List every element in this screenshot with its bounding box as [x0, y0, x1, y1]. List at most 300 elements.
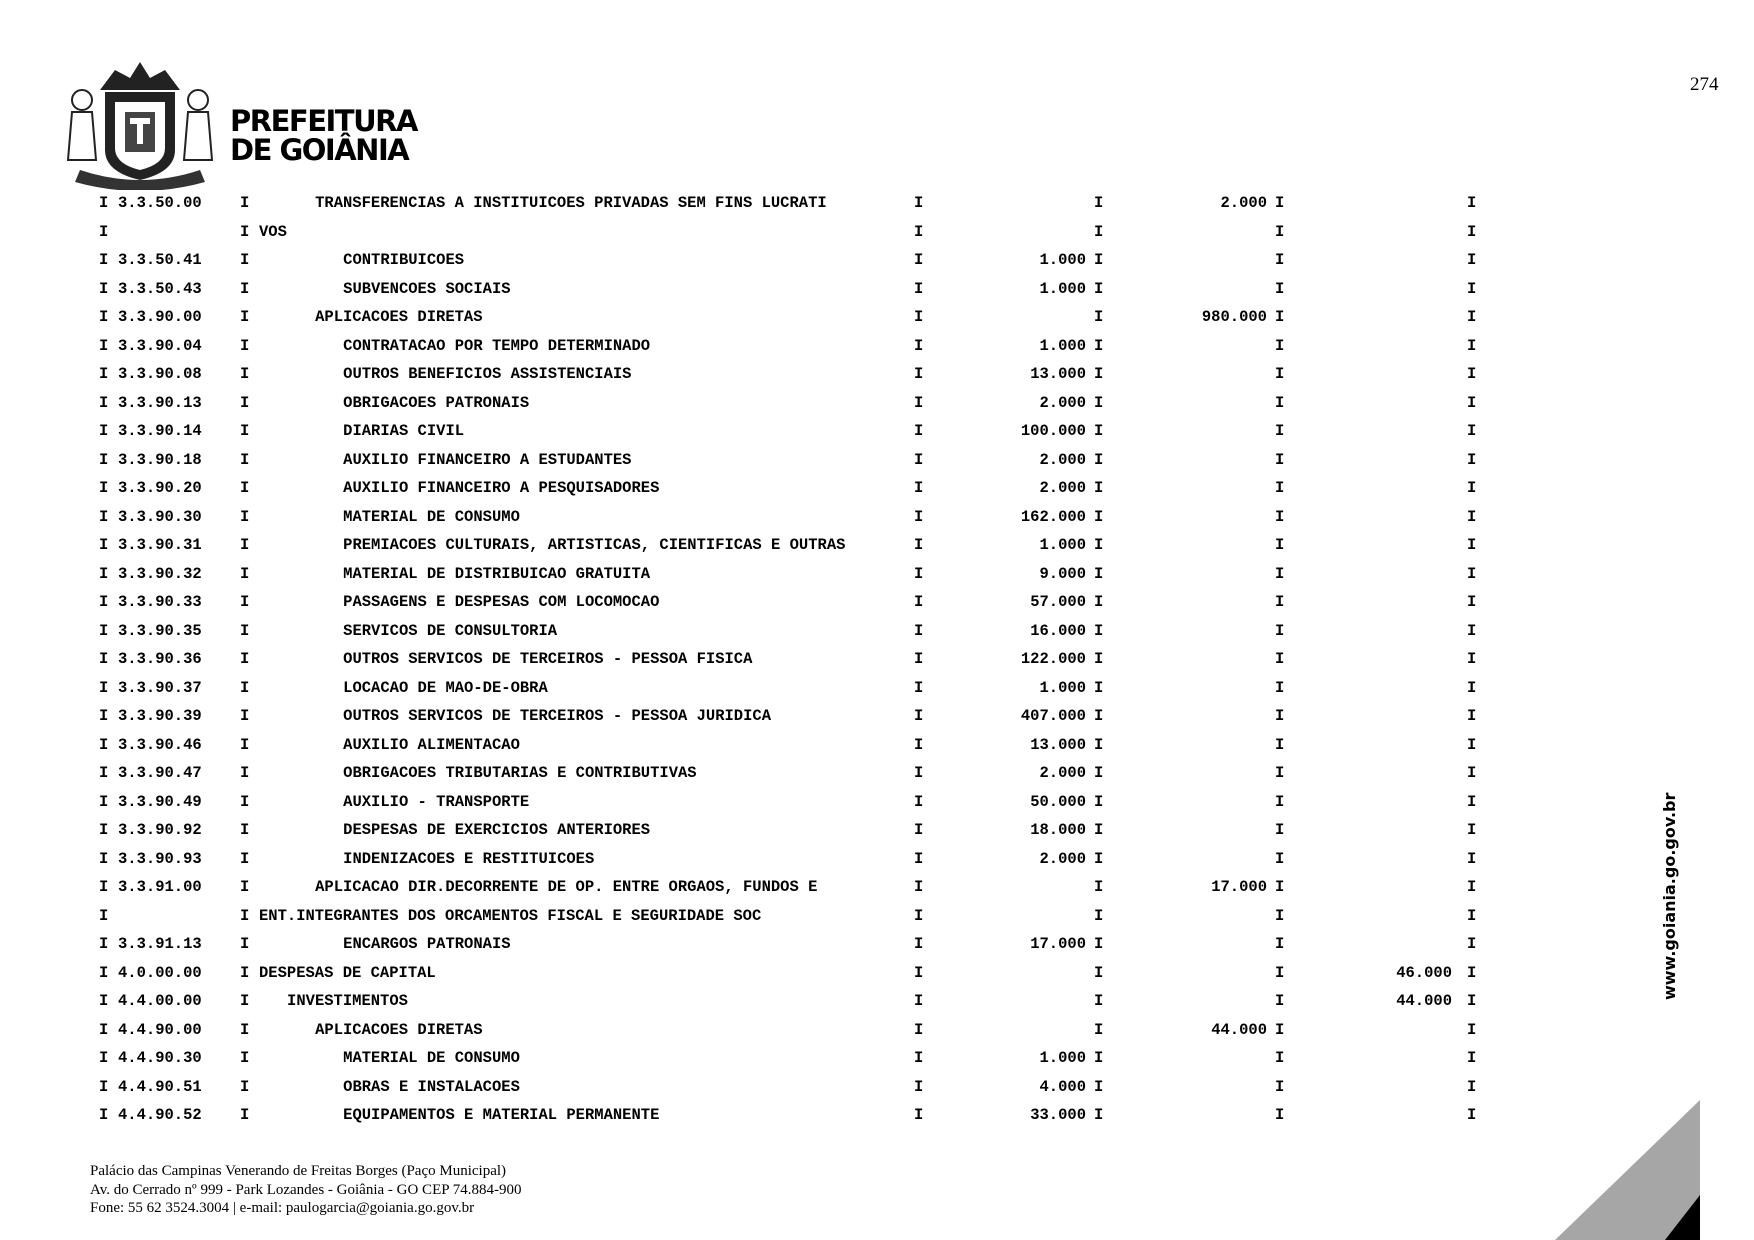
column-separator: I [914, 1049, 924, 1067]
column-separator: I [1094, 621, 1104, 640]
column-separator: I [1275, 1049, 1285, 1067]
account-code: 4.0.00.00 [118, 963, 202, 982]
column-separator: I [99, 878, 109, 896]
column-separator: I [1275, 764, 1285, 782]
column-separator: I [1094, 792, 1104, 811]
column-separator: I [1275, 650, 1285, 668]
column-separator: I [1275, 308, 1285, 326]
column-separator: I [1467, 593, 1477, 611]
column-separator: I [1467, 1106, 1477, 1124]
column-separator: I [1467, 849, 1477, 868]
column-separator: I [914, 251, 924, 269]
column-separator: I [1467, 792, 1477, 811]
account-description: APLICACOES DIRETAS [315, 1020, 483, 1039]
column-separator: I [1467, 764, 1477, 782]
value-element: 2.000 [1039, 764, 1086, 782]
value-group: 2.000 [1220, 194, 1267, 212]
column-separator: I [1467, 365, 1477, 383]
table-row [0, 247, 1754, 276]
column-separator: I [1094, 1049, 1104, 1067]
column-separator: I [1275, 194, 1285, 212]
column-separator: I [99, 564, 109, 583]
column-separator: I [1094, 707, 1104, 725]
table-row [0, 532, 1754, 561]
account-code: 3.3.90.00 [118, 308, 202, 326]
column-separator: I [240, 536, 250, 554]
column-separator: I [1094, 507, 1104, 526]
website-url: www.goiania.go.gov.br [1660, 792, 1679, 1000]
column-separator: I [914, 365, 924, 383]
column-separator: I [1275, 365, 1285, 383]
column-separator: I [99, 279, 109, 298]
account-description: APLICACAO DIR.DECORRENTE DE OP. ENTRE ORGAOS, FUNDOS E [315, 878, 818, 896]
column-separator: I [1467, 1077, 1477, 1096]
column-separator: I [1467, 1020, 1477, 1039]
column-separator: I [914, 935, 924, 953]
table-row [0, 960, 1754, 989]
value-element: 33.000 [1030, 1106, 1086, 1124]
column-separator: I [1275, 450, 1285, 469]
value-group: 980.000 [1201, 308, 1267, 326]
column-separator: I [240, 422, 250, 440]
column-separator: I [1094, 479, 1104, 497]
column-separator: I [1094, 963, 1104, 982]
value-element: 17.000 [1030, 935, 1086, 953]
column-separator: I [99, 222, 109, 241]
column-separator: I [914, 878, 924, 896]
column-separator: I [99, 906, 109, 925]
column-separator: I [1467, 678, 1477, 697]
column-separator: I [1275, 1106, 1285, 1124]
value-element: 2.000 [1039, 393, 1086, 412]
table-row [0, 732, 1754, 761]
value-element: 100.000 [1020, 422, 1086, 440]
column-separator: I [99, 1049, 109, 1067]
account-code: 3.3.90.47 [118, 764, 202, 782]
table-row [0, 190, 1754, 219]
column-separator: I [1275, 878, 1285, 896]
account-description: DESPESAS DE EXERCICIOS ANTERIORES [343, 821, 651, 839]
value-element: 4.000 [1039, 1077, 1086, 1096]
column-separator: I [1275, 593, 1285, 611]
column-separator: I [1275, 678, 1285, 697]
table-row [0, 903, 1754, 932]
column-separator: I [99, 479, 109, 497]
column-separator: I [240, 450, 250, 469]
column-separator: I [1467, 650, 1477, 668]
account-code: 4.4.00.00 [118, 992, 202, 1010]
account-description: INDENIZACOES E RESTITUICOES [343, 849, 595, 868]
account-description: CONTRIBUICOES [343, 251, 465, 269]
value-group: 17.000 [1211, 878, 1267, 896]
column-separator: I [99, 621, 109, 640]
column-separator: I [914, 821, 924, 839]
column-separator: I [99, 536, 109, 554]
column-separator: I [1467, 222, 1477, 241]
column-separator: I [914, 336, 924, 355]
account-description: OUTROS BENEFICIOS ASSISTENCIAIS [343, 365, 632, 383]
column-separator: I [914, 735, 924, 754]
column-separator: I [240, 963, 250, 982]
column-separator: I [1094, 564, 1104, 583]
column-separator: I [1094, 536, 1104, 554]
column-separator: I [1467, 735, 1477, 754]
table-row [0, 447, 1754, 476]
table-row [0, 817, 1754, 846]
column-separator: I [914, 279, 924, 298]
value-category: 46.000 [1396, 963, 1452, 982]
column-separator: I [914, 621, 924, 640]
column-separator: I [1467, 507, 1477, 526]
column-separator: I [99, 365, 109, 383]
value-element: 1.000 [1039, 1049, 1086, 1067]
column-separator: I [240, 279, 250, 298]
column-separator: I [240, 735, 250, 754]
column-separator: I [1467, 251, 1477, 269]
account-description: AUXILIO ALIMENTACAO [343, 735, 520, 754]
column-separator: I [99, 1077, 109, 1096]
account-code: 3.3.90.14 [118, 422, 202, 440]
column-separator: I [1275, 336, 1285, 355]
column-separator: I [1094, 992, 1104, 1010]
column-separator: I [240, 336, 250, 355]
column-separator: I [1275, 849, 1285, 868]
account-code: 3.3.90.46 [118, 735, 202, 754]
column-separator: I [240, 992, 250, 1010]
table-row [0, 874, 1754, 903]
column-separator: I [1467, 906, 1477, 925]
table-row [0, 988, 1754, 1017]
column-separator: I [914, 1077, 924, 1096]
value-group: 44.000 [1211, 1020, 1267, 1039]
account-code: 3.3.90.37 [118, 678, 202, 697]
column-separator: I [240, 222, 250, 241]
column-separator: I [1094, 1020, 1104, 1039]
column-separator: I [240, 365, 250, 383]
account-code: 3.3.50.00 [118, 194, 202, 212]
account-description: OBRAS E INSTALACOES [343, 1077, 520, 1096]
column-separator: I [99, 849, 109, 868]
account-code: 3.3.90.33 [118, 593, 202, 611]
column-separator: I [1467, 821, 1477, 839]
account-description: AUXILIO - TRANSPORTE [343, 792, 530, 811]
column-separator: I [1467, 393, 1477, 412]
column-separator: I [914, 536, 924, 554]
column-separator: I [1094, 393, 1104, 412]
account-description: DESPESAS DE CAPITAL [259, 963, 436, 982]
column-separator: I [914, 507, 924, 526]
account-description: ENCARGOS PATRONAIS [343, 935, 511, 953]
value-element: 16.000 [1030, 621, 1086, 640]
column-separator: I [914, 1020, 924, 1039]
column-separator: I [1275, 821, 1285, 839]
column-separator: I [1275, 279, 1285, 298]
table-row [0, 760, 1754, 789]
column-separator: I [240, 650, 250, 668]
column-separator: I [240, 906, 250, 925]
column-separator: I [1094, 593, 1104, 611]
column-separator: I [240, 849, 250, 868]
column-separator: I [1094, 735, 1104, 754]
footer-line-2: Av. do Cerrado nº 999 - Park Lozandes - Goiânia - GO CEP 74.884-900 [90, 1181, 522, 1198]
column-separator: I [1275, 536, 1285, 554]
account-code: 3.3.90.39 [118, 707, 202, 725]
column-separator: I [1467, 621, 1477, 640]
corner-decoration [1555, 1100, 1700, 1240]
column-separator: I [240, 621, 250, 640]
column-separator: I [914, 479, 924, 497]
table-row [0, 361, 1754, 390]
account-code: 3.3.90.35 [118, 621, 202, 640]
column-separator: I [99, 735, 109, 754]
corner-gray-triangle [1555, 1100, 1700, 1240]
table-row [0, 1017, 1754, 1046]
column-separator: I [240, 1077, 250, 1096]
column-separator: I [1467, 963, 1477, 982]
table-row [0, 589, 1754, 618]
account-code: 4.4.90.00 [118, 1020, 202, 1039]
value-element: 2.000 [1039, 479, 1086, 497]
column-separator: I [1094, 1077, 1104, 1096]
column-separator: I [1094, 678, 1104, 697]
account-description: ENT.INTEGRANTES DOS ORCAMENTOS FISCAL E SEGURIDADE SOC [259, 906, 762, 925]
table-row [0, 475, 1754, 504]
column-separator: I [1275, 963, 1285, 982]
account-code: 3.3.90.13 [118, 393, 202, 412]
column-separator: I [1094, 878, 1104, 896]
column-separator: I [99, 593, 109, 611]
column-separator: I [99, 707, 109, 725]
value-element: 2.000 [1039, 849, 1086, 868]
column-separator: I [99, 450, 109, 469]
account-description: PREMIACOES CULTURAIS, ARTISTICAS, CIENTIFICAS E OUTRAS [343, 536, 846, 554]
page-number: 274 [1690, 74, 1719, 95]
column-separator: I [99, 507, 109, 526]
column-separator: I [1094, 365, 1104, 383]
value-element: 1.000 [1039, 336, 1086, 355]
column-separator: I [914, 678, 924, 697]
column-separator: I [1094, 764, 1104, 782]
account-code: 3.3.90.20 [118, 479, 202, 497]
account-description: PASSAGENS E DESPESAS COM LOCOMOCAO [343, 593, 660, 611]
column-separator: I [1094, 194, 1104, 212]
column-separator: I [99, 194, 109, 212]
table-row [0, 390, 1754, 419]
table-row [0, 675, 1754, 704]
account-code: 4.4.90.51 [118, 1077, 202, 1096]
column-separator: I [1275, 935, 1285, 953]
account-code: 3.3.90.08 [118, 365, 202, 383]
column-separator: I [240, 251, 250, 269]
column-separator: I [1275, 735, 1285, 754]
column-separator: I [1275, 621, 1285, 640]
column-separator: I [1467, 422, 1477, 440]
column-separator: I [1467, 450, 1477, 469]
table-row [0, 276, 1754, 305]
column-separator: I [1467, 336, 1477, 355]
column-separator: I [1275, 707, 1285, 725]
account-code: 3.3.90.92 [118, 821, 202, 839]
account-description: INVESTIMENTOS [287, 992, 408, 1010]
column-separator: I [240, 935, 250, 953]
table-row [0, 703, 1754, 732]
column-separator: I [1094, 650, 1104, 668]
column-separator: I [1275, 1077, 1285, 1096]
account-description: OBRIGACOES TRIBUTARIAS E CONTRIBUTIVAS [343, 764, 697, 782]
column-separator: I [240, 479, 250, 497]
column-separator: I [914, 1106, 924, 1124]
column-separator: I [99, 422, 109, 440]
account-description: DIARIAS CIVIL [343, 422, 465, 440]
account-description: AUXILIO FINANCEIRO A ESTUDANTES [343, 450, 632, 469]
column-separator: I [1275, 906, 1285, 925]
value-element: 2.000 [1039, 450, 1086, 469]
column-separator: I [1094, 251, 1104, 269]
column-separator: I [99, 821, 109, 839]
column-separator: I [914, 593, 924, 611]
account-code: 3.3.91.00 [118, 878, 202, 896]
account-code: 3.3.90.18 [118, 450, 202, 469]
value-element: 1.000 [1039, 678, 1086, 697]
value-element: 50.000 [1030, 792, 1086, 811]
column-separator: I [1094, 1106, 1104, 1124]
table-row [0, 561, 1754, 590]
value-element: 162.000 [1020, 507, 1086, 526]
column-separator: I [99, 1106, 109, 1124]
column-separator: I [1467, 992, 1477, 1010]
account-code: 4.4.90.52 [118, 1106, 202, 1124]
account-description: MATERIAL DE CONSUMO [343, 1049, 520, 1067]
column-separator: I [240, 308, 250, 326]
column-separator: I [240, 593, 250, 611]
column-separator: I [1467, 564, 1477, 583]
column-separator: I [99, 308, 109, 326]
value-element: 407.000 [1020, 707, 1086, 725]
account-description: AUXILIO FINANCEIRO A PESQUISADORES [343, 479, 660, 497]
value-element: 57.000 [1030, 593, 1086, 611]
column-separator: I [914, 393, 924, 412]
column-separator: I [99, 678, 109, 697]
column-separator: I [99, 336, 109, 355]
column-separator: I [1094, 935, 1104, 953]
column-separator: I [914, 450, 924, 469]
account-code: 3.3.90.36 [118, 650, 202, 668]
table-row [0, 1074, 1754, 1103]
account-code: 3.3.90.32 [118, 564, 202, 583]
account-description: CONTRATACAO POR TEMPO DETERMINADO [343, 336, 651, 355]
column-separator: I [914, 564, 924, 583]
footer-line-1: Palácio das Campinas Venerando de Freitas Borges (Paço Municipal) [90, 1163, 507, 1179]
column-separator: I [240, 564, 250, 583]
column-separator: I [914, 422, 924, 440]
column-separator: I [1094, 450, 1104, 469]
column-separator: I [240, 678, 250, 697]
column-separator: I [1094, 821, 1104, 839]
column-separator: I [240, 393, 250, 412]
value-element: 9.000 [1039, 564, 1086, 583]
column-separator: I [914, 194, 924, 212]
column-separator: I [1275, 992, 1285, 1010]
account-description: SUBVENCOES SOCIAIS [343, 279, 511, 298]
value-element: 13.000 [1030, 735, 1086, 754]
footer-line-3: Fone: 55 62 3524.3004 | e-mail: paulogarcia@goiania.go.gov.br [90, 1200, 475, 1216]
account-code: 3.3.90.04 [118, 336, 202, 355]
account-code: 3.3.90.31 [118, 536, 202, 554]
brand-line-2: DE GOIÂNIA [230, 133, 409, 167]
column-separator: I [914, 963, 924, 982]
account-description: MATERIAL DE DISTRIBUICAO GRATUITA [343, 564, 651, 583]
column-separator: I [240, 194, 250, 212]
column-separator: I [1467, 707, 1477, 725]
table-row [0, 846, 1754, 875]
column-separator: I [1467, 308, 1477, 326]
column-separator: I [1275, 1020, 1285, 1039]
table-row [0, 1045, 1754, 1074]
column-separator: I [1094, 222, 1104, 241]
account-code: 3.3.50.43 [118, 279, 202, 298]
table-row [0, 304, 1754, 333]
account-description: LOCACAO DE MAO-DE-OBRA [343, 678, 548, 697]
column-separator: I [914, 222, 924, 241]
table-row [0, 504, 1754, 533]
city-seal-logo [60, 60, 220, 190]
value-element: 122.000 [1020, 650, 1086, 668]
table-row [0, 646, 1754, 675]
budget-table [0, 190, 1754, 1131]
table-row [0, 418, 1754, 447]
account-description: OUTROS SERVICOS DE TERCEIROS - PESSOA FISICA [343, 650, 753, 668]
column-separator: I [240, 1020, 250, 1039]
column-separator: I [99, 650, 109, 668]
column-separator: I [914, 650, 924, 668]
column-separator: I [99, 992, 109, 1010]
brand-title [230, 104, 417, 167]
column-separator: I [1094, 308, 1104, 326]
table-row [0, 789, 1754, 818]
table-row [0, 618, 1754, 647]
value-element: 1.000 [1039, 279, 1086, 298]
column-separator: I [1467, 536, 1477, 554]
column-separator: I [914, 849, 924, 868]
column-separator: I [914, 792, 924, 811]
column-separator: I [1467, 878, 1477, 896]
account-code: 4.4.90.30 [118, 1049, 202, 1067]
account-description: APLICACOES DIRETAS [315, 308, 483, 326]
column-separator: I [240, 707, 250, 725]
column-separator: I [914, 764, 924, 782]
column-separator: I [1094, 849, 1104, 868]
column-separator: I [240, 1049, 250, 1067]
column-separator: I [1275, 222, 1285, 241]
column-separator: I [99, 764, 109, 782]
column-separator: I [1275, 792, 1285, 811]
column-separator: I [1094, 336, 1104, 355]
column-separator: I [99, 935, 109, 953]
column-separator: I [1467, 279, 1477, 298]
account-description: VOS [259, 222, 287, 241]
account-description: OBRIGACOES PATRONAIS [343, 393, 530, 412]
value-element: 18.000 [1030, 821, 1086, 839]
value-element: 1.000 [1039, 536, 1086, 554]
column-separator: I [240, 792, 250, 811]
account-code: 3.3.50.41 [118, 251, 202, 269]
column-separator: I [914, 992, 924, 1010]
column-separator: I [1467, 194, 1477, 212]
column-separator: I [1275, 251, 1285, 269]
account-description: SERVICOS DE CONSULTORIA [343, 621, 558, 640]
column-separator: I [914, 308, 924, 326]
table-row [0, 1102, 1754, 1131]
